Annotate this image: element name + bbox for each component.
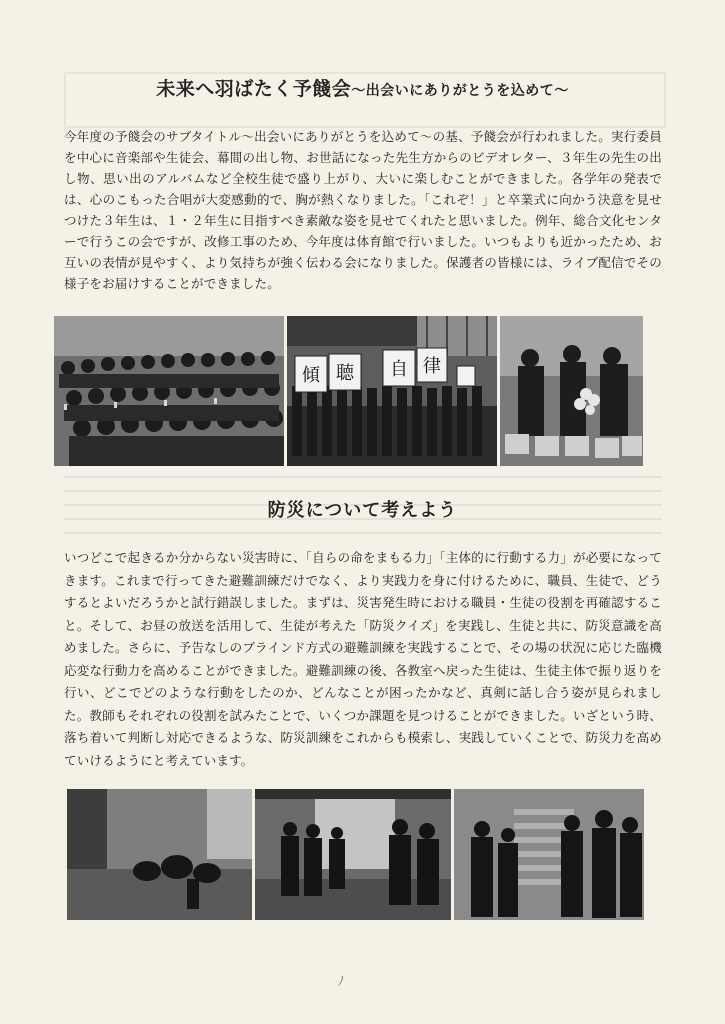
photo-drill-stairs [454,789,644,920]
banner-char-4: 律 [423,356,441,377]
photo-drill-hallway [255,789,451,920]
banner-char-1: 傾 [302,365,320,386]
section1-subtitle: ～出会いにありがとうを込めて～ [351,83,569,99]
section1-heading [0,74,725,101]
photo-choir [54,316,284,466]
page-mark: ﾉ [338,974,345,988]
section1-photo-row [54,316,643,466]
section2-body: いつどこで起きるか分からない災害時に、「自らの命をまもる力」「主体的に行動する力」が必要になってきます。これまで行ってきた避難訓練だけでなく、より実践力を身に付けるために、職員、生徒で、どうするとよいだろうかと試行錯誤しました。まずは、災害発生時における職員・生徒の役割を再確認すること。そして、お昼の放送を活用して、生徒が考えた「防災クイズ」を実践し、生徒と共に、防災意識を高めました。さらに、予告なしのブラインド方式の避難訓練を実践することで、その場の状況に応じた臨機応変な行動力を高めることができました。避難訓練の後、各教室へ戻った生徒は、生徒主体で振り返りを行い、どこでどのような行動をしたのか、どんなことが困ったかなど、真剣に話し合う姿が見られました。教師もそれぞれの役割を試みたことで、いくつか課題を見つけることができました。いざという時、落ち着いて判断し対応できるような、防災訓練をこれからも模索し、実践していくことで、防災力を高めていけるようにと考えています。 [64,550,662,768]
section2-photo-row [67,789,644,920]
banner-char-3: 自 [390,359,408,380]
photo-bouquet [500,316,643,466]
photo-drill-crouching [67,789,252,920]
section1-body: 今年度の予餞会のサブタイトル～出会いにありがとうを込めて～の基、予餞会が行われました。実行委員を中心に音楽部や生徒会、幕間の出し物、お世話になった先生方からのビデオレター、３年生の先生の出し物、思い出のアルバムなど全校生徒で盛り上がり、大いに楽しむことができました。各学年の発表では、心のこもった合唱が大変感動的で、胸が熱くなりました。「これぞ！」と卒業式に向かう決意を見せつけた３年生は、１・２年生に目指すべき素敵な姿を見せてくれたと思いました。例年、総合文化センターで行うこの会ですが、改修工事のため、今年度は体育館で行いました。いつもよりも近かったため、お互いの表情が見やすく、より気持ちが強く伝わる会になりました。保護者の皆様には、ライブ配信でその様子をお届けすることができました。 [64,129,662,291]
photo-banners [287,316,497,466]
banner-char-2: 聴 [336,363,354,384]
section1-title: 未来へ羽ばたく予餞会 [156,78,352,100]
section2-title: 防災について考えよう [267,500,458,521]
